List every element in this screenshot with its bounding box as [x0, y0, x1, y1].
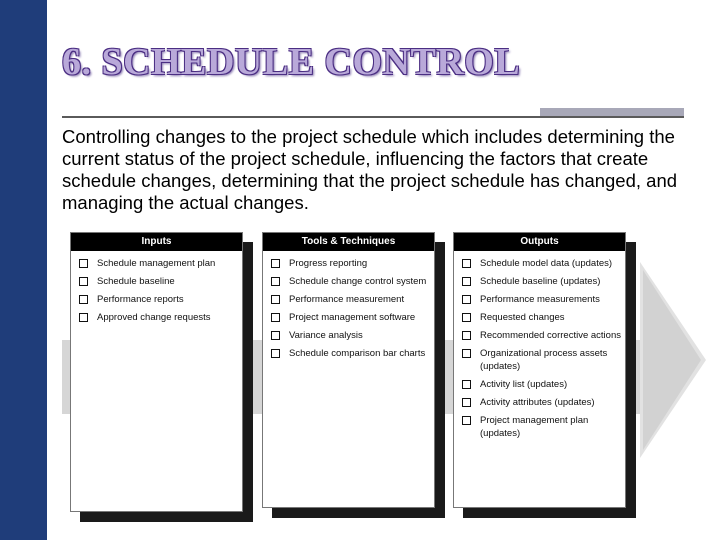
slide-title: 6. SCHEDULE CONTROL [62, 41, 521, 83]
list-item [462, 347, 621, 373]
list-item [271, 275, 430, 288]
list-item-text: Requested changes [480, 312, 565, 323]
list-item-text: Project management software [289, 312, 416, 323]
list-item [462, 414, 621, 440]
list-item-text: Schedule baseline [97, 276, 175, 287]
tools-heading: Tools & Techniques [263, 233, 434, 251]
list-item-text: Performance measurement [289, 294, 405, 305]
list-item [462, 257, 621, 270]
checkbox-bullet-icon [462, 349, 471, 358]
intro-paragraph: Controlling changes to the project schedule which includes determining the current status of the project schedule, influencing the factors that create schedule changes, determining that the project schedule has changed, and managing the actual changes. [62, 126, 678, 213]
list-item-text: Recommended corrective actions [480, 330, 621, 341]
list-item [271, 293, 430, 306]
list-item-text: Schedule baseline (updates) [480, 276, 601, 287]
list-item [462, 311, 621, 324]
list-item-text: Performance measurements [480, 294, 600, 305]
checkbox-bullet-icon [79, 313, 88, 322]
checkbox-bullet-icon [271, 349, 280, 358]
list-item-text: Organizational process assets (updates) [480, 348, 608, 372]
list-item-text: Schedule model data (updates) [480, 258, 613, 269]
list-item-text: Project management plan (updates) [480, 415, 589, 439]
list-item-text: Approved change requests [97, 312, 211, 323]
list-item-text: Performance reports [97, 294, 184, 305]
list-item [271, 347, 430, 360]
list-item [271, 257, 430, 270]
outputs-heading: Outputs [454, 233, 625, 251]
checkbox-bullet-icon [271, 277, 280, 286]
checkbox-bullet-icon [462, 277, 471, 286]
checkbox-bullet-icon [271, 259, 280, 268]
list-item-text: Schedule comparison bar charts [289, 348, 426, 359]
left-accent-bar [0, 0, 47, 540]
list-item [462, 378, 621, 391]
checkbox-bullet-icon [79, 277, 88, 286]
checkbox-bullet-icon [271, 313, 280, 322]
checkbox-bullet-icon [79, 295, 88, 304]
list-item-text: Variance analysis [289, 330, 363, 341]
inputs-list [71, 251, 242, 324]
list-item [462, 396, 621, 409]
checkbox-bullet-icon [271, 295, 280, 304]
tools-list [263, 251, 434, 360]
outputs-list [454, 251, 625, 440]
checkbox-bullet-icon [271, 331, 280, 340]
list-item [79, 257, 238, 270]
checkbox-bullet-icon [462, 313, 471, 322]
list-item [462, 275, 621, 288]
list-item-text: Schedule management plan [97, 258, 216, 269]
list-item [462, 293, 621, 306]
checkbox-bullet-icon [462, 380, 471, 389]
inputs-panel [70, 232, 243, 512]
list-item-text: Activity list (updates) [480, 379, 568, 390]
list-item [271, 311, 430, 324]
list-item [79, 275, 238, 288]
list-item-text: Activity attributes (updates) [480, 397, 595, 408]
inputs-heading: Inputs [71, 233, 242, 251]
outputs-panel [453, 232, 626, 508]
checkbox-bullet-icon [462, 398, 471, 407]
list-item [79, 311, 238, 324]
checkbox-bullet-icon [462, 295, 471, 304]
checkbox-bullet-icon [462, 331, 471, 340]
checkbox-bullet-icon [462, 259, 471, 268]
process-arrow-shade [643, 270, 701, 450]
title-rule-accent [540, 108, 684, 116]
list-item-text: Schedule change control system [289, 276, 427, 287]
checkbox-bullet-icon [79, 259, 88, 268]
list-item [462, 329, 621, 342]
tools-panel [262, 232, 435, 508]
checkbox-bullet-icon [462, 416, 471, 425]
list-item [271, 329, 430, 342]
list-item-text: Progress reporting [289, 258, 368, 269]
list-item [79, 293, 238, 306]
title-rule [62, 116, 684, 118]
